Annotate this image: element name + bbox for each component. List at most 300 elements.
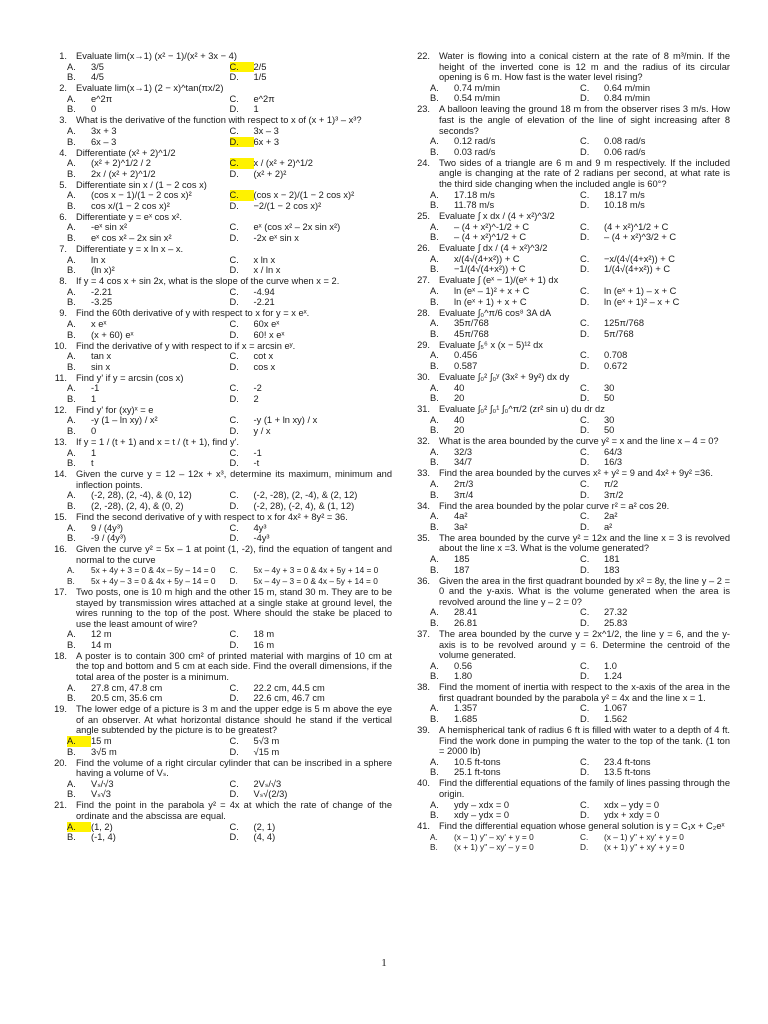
option-text: 0 <box>91 104 97 115</box>
option-text: 3x + 3 <box>91 125 117 136</box>
option-letter: C. <box>229 93 239 104</box>
option-text: (1, 2) <box>91 821 113 832</box>
question-item <box>42 83 392 115</box>
option-text: -3.25 <box>91 297 113 308</box>
answer-option <box>580 93 730 104</box>
answer-option <box>67 822 230 833</box>
answer-options <box>42 736 392 757</box>
option-text: (2, 1) <box>253 821 276 832</box>
question-text: Evaluate ∫ (eˣ − 1)/(eˣ + 1) dx <box>439 275 559 286</box>
question-item <box>42 587 392 651</box>
option-text: 2 <box>253 393 259 404</box>
option-letter: D. <box>580 489 590 500</box>
answer-options <box>42 565 392 586</box>
question-number: 38. <box>417 682 430 693</box>
option-letter: D. <box>229 329 239 340</box>
answer-option <box>67 640 230 651</box>
answer-option <box>230 426 393 437</box>
option-text: 30 <box>604 414 615 425</box>
question-text: Given the curve y² = 5x – 1 at point (1, -2), find the equation of tangent and normal to the curve <box>76 544 392 565</box>
option-letter: B. <box>67 693 76 704</box>
option-text: 1 <box>91 393 97 404</box>
answer-option <box>580 522 730 533</box>
option-letter: D. <box>580 264 590 275</box>
question-number: 15. <box>54 512 67 522</box>
answer-option <box>67 490 230 501</box>
answer-option <box>67 137 230 148</box>
option-letter: D. <box>580 146 590 157</box>
option-letter: B. <box>430 93 439 104</box>
answer-options <box>42 779 392 800</box>
option-text: ln (eˣ + 1)² – x + C <box>604 296 680 307</box>
option-text: 2a² <box>604 511 618 522</box>
question-number: 9. <box>59 308 67 319</box>
option-letter: A. <box>67 93 76 104</box>
question-number: 41. <box>417 821 430 832</box>
option-letter: C. <box>230 190 254 201</box>
answer-option <box>580 232 730 243</box>
option-text: 0.56 <box>454 660 473 671</box>
option-letter: B. <box>67 746 76 757</box>
option-text: -4.94 <box>253 286 275 297</box>
option-text: x/(4√(4+x²)) + C <box>454 253 520 264</box>
answer-option <box>430 93 580 104</box>
option-text: xdx – ydy = 0 <box>604 799 660 810</box>
option-letter: D. <box>229 501 239 512</box>
option-text: 13.5 ft-tons <box>604 767 651 778</box>
option-letter: C. <box>229 254 239 265</box>
option-letter: D. <box>580 617 590 628</box>
option-text: 5x – 4y + 3 = 0 & 4x + 5y + 14 = 0 <box>253 565 379 576</box>
option-letter: A. <box>67 415 76 426</box>
question-item <box>42 651 392 704</box>
option-text: 20.5 cm, 35.6 cm <box>91 693 163 704</box>
answer-option <box>580 447 730 458</box>
answer-option <box>67 201 230 212</box>
question-number: 17. <box>54 586 67 597</box>
option-text: √15 m <box>253 746 280 757</box>
option-text: -y (1 + ln xy) / x <box>253 415 318 426</box>
option-letter: C. <box>230 158 254 169</box>
option-text: 30 <box>604 382 615 393</box>
option-text: 2π/3 <box>454 479 474 490</box>
answer-option <box>430 447 580 458</box>
option-text: 0.06 rad/s <box>604 146 646 157</box>
answer-option <box>230 72 393 83</box>
answer-options <box>405 222 730 243</box>
answer-option <box>230 394 393 405</box>
question-text: A balloon leaving the ground 18 m from the observer rises 3 m/s. How fast is the angle of elevation of the line of sight increasing after 8 seconds? <box>439 104 730 136</box>
question-number: 36. <box>417 575 430 586</box>
question-text: Find the area bounded by the polar curve r² = a² cos 2θ. <box>439 500 670 511</box>
option-letter: B. <box>67 104 76 115</box>
option-letter: C. <box>580 221 590 232</box>
option-text: -1 <box>91 383 100 394</box>
answer-option <box>430 714 580 725</box>
option-letter: A. <box>430 553 439 564</box>
question-item <box>42 51 392 83</box>
answer-option <box>430 286 580 297</box>
option-letter: B. <box>67 458 76 469</box>
question-text: Find y' if y = arcsin (cos x) <box>76 372 184 383</box>
answer-option <box>430 329 580 340</box>
option-text: 22.6 cm, 46.7 cm <box>253 693 325 704</box>
question-line <box>405 404 730 415</box>
question-line <box>405 629 730 661</box>
answer-option <box>430 618 580 629</box>
answer-option <box>430 767 580 778</box>
answer-option <box>67 319 230 330</box>
option-text: 0.03 rad/s <box>454 146 496 157</box>
question-number: 26. <box>417 243 430 254</box>
answer-option <box>430 832 580 843</box>
option-text: -2.21 <box>253 297 275 308</box>
question-line <box>42 276 392 287</box>
question-number: 14. <box>54 469 67 480</box>
option-letter: C. <box>229 565 238 576</box>
question-line <box>42 544 392 565</box>
question-line <box>405 372 730 383</box>
question-line <box>42 704 392 736</box>
answer-options <box>405 511 730 532</box>
option-letter: A. <box>67 254 76 265</box>
answer-option <box>580 511 730 522</box>
option-text: 2x / (x² + 2)^1/2 <box>91 168 156 179</box>
answer-option <box>430 661 580 672</box>
option-letter: C. <box>229 318 239 329</box>
option-text: 181 <box>604 553 620 564</box>
option-text: 4a² <box>454 511 468 522</box>
option-letter: B. <box>430 671 439 682</box>
answer-option <box>67 789 230 800</box>
answer-option <box>230 255 393 266</box>
question-number: 5. <box>59 179 67 190</box>
answer-option <box>430 457 580 468</box>
answer-option <box>67 190 230 201</box>
question-text: Find the 60th derivative of y with respect to x for y = x eˣ. <box>76 308 310 319</box>
answer-option <box>230 222 393 233</box>
question-number: 25. <box>417 211 430 222</box>
option-letter: D. <box>230 137 254 148</box>
option-letter: C. <box>229 222 239 233</box>
option-letter: C. <box>229 778 239 789</box>
question-text: What is the area bounded by the curve y² = x and the line x – 4 = 0? <box>439 436 719 447</box>
question-number: 29. <box>417 339 430 350</box>
option-text: 187 <box>454 564 470 575</box>
question-item <box>405 104 730 157</box>
answer-option <box>580 190 730 201</box>
option-text: 60! x eˣ <box>253 329 285 340</box>
question-item <box>405 501 730 533</box>
question-line <box>405 821 730 832</box>
option-text: -2x eˣ sin x <box>253 233 299 244</box>
question-number: 28. <box>417 307 430 318</box>
answer-option <box>67 297 230 308</box>
option-text: 28.41 <box>454 607 478 618</box>
answer-option <box>230 190 393 201</box>
option-text: 10.18 m/s <box>604 200 645 211</box>
option-letter: C. <box>229 736 239 747</box>
option-text: 0.456 <box>454 350 478 361</box>
option-text: 1.067 <box>604 703 628 714</box>
option-letter: B. <box>430 296 439 307</box>
option-letter: A. <box>430 382 439 393</box>
answer-options <box>405 318 730 339</box>
answer-option <box>230 319 393 330</box>
option-letter: B. <box>67 639 76 650</box>
question-item <box>42 800 392 842</box>
option-text: Vₛ√(2/3) <box>253 789 288 800</box>
question-number: 6. <box>59 211 67 222</box>
question-line <box>42 512 392 523</box>
option-letter: B. <box>67 297 76 308</box>
answer-option <box>67 523 230 534</box>
option-text: 35π/768 <box>454 318 489 329</box>
option-letter: C. <box>580 553 590 564</box>
option-letter: B. <box>430 767 439 778</box>
option-letter: D. <box>580 714 590 725</box>
answer-options <box>42 822 392 843</box>
option-letter: C. <box>229 629 239 640</box>
option-text: -eˣ sin x² <box>91 222 128 233</box>
answer-options <box>42 94 392 115</box>
answer-option <box>230 747 393 758</box>
option-text: 26.81 <box>454 617 478 628</box>
option-text: (-2, -28), (2, -4), & (2, 12) <box>253 490 358 501</box>
question-item <box>405 308 730 340</box>
question-line <box>42 800 392 821</box>
option-letter: D. <box>229 200 239 211</box>
option-letter: D. <box>580 393 590 404</box>
option-text: (4, 4) <box>253 832 276 843</box>
option-text: 0.672 <box>604 360 628 371</box>
answer-options <box>405 254 730 275</box>
answer-option <box>430 200 580 211</box>
answer-option <box>430 222 580 233</box>
option-letter: C. <box>580 799 590 810</box>
answer-option <box>580 490 730 501</box>
question-number: 19. <box>54 704 67 715</box>
option-text: 3π/2 <box>604 489 624 500</box>
option-text: 50 <box>604 393 615 404</box>
question-item <box>405 725 730 778</box>
answer-option <box>580 329 730 340</box>
option-text: (-2, 28), (2, -4), & (0, 12) <box>91 490 192 501</box>
answer-option <box>580 136 730 147</box>
option-text: (x – 1) y" + xy' + y = 0 <box>604 831 684 842</box>
question-text: Given the area in the first quadrant bounded by x² = 8y, the line y – 2 = 0 and the y-axis. What is the volume generated when the area is revolved around the line y – 2 = 0? <box>439 575 730 607</box>
option-letter: C. <box>580 382 590 393</box>
question-item <box>405 158 730 211</box>
option-text: -2.21 <box>91 286 113 297</box>
option-text: 50 <box>604 425 615 436</box>
question-text: Find the area bounded by the curves x² + y² = 9 and 4x² + 9y² =36. <box>439 468 713 479</box>
option-letter: A. <box>67 318 76 329</box>
option-letter: B. <box>430 232 439 243</box>
answer-option <box>430 511 580 522</box>
question-text: Evaluate lim(x→1) (x² − 1)/(x² + 3x − 4) <box>76 51 237 61</box>
option-letter: D. <box>229 832 239 843</box>
answer-options <box>42 158 392 179</box>
option-text: eˣ cos x² – 2x sin x² <box>91 233 172 244</box>
option-letter: A. <box>67 190 76 201</box>
option-text: -9 / (4y³) <box>91 533 127 544</box>
answer-options <box>405 83 730 104</box>
option-text: 16/3 <box>604 457 623 468</box>
answer-option <box>430 757 580 768</box>
option-letter: D. <box>229 789 239 800</box>
answer-options <box>42 448 392 469</box>
option-letter: D. <box>580 457 590 468</box>
option-letter: B. <box>67 168 76 179</box>
question-line <box>42 373 392 384</box>
option-letter: B. <box>67 329 76 340</box>
answer-option <box>430 136 580 147</box>
answer-option <box>430 232 580 243</box>
answer-option <box>580 457 730 468</box>
answer-options <box>405 350 730 371</box>
question-text: Two sides of a triangle are 6 m and 9 m respectively. If the included angle is changing at the rate of 2 radians per second, at what rate is the third side changing when the included angle is 60°? <box>439 157 730 189</box>
option-letter: D. <box>580 810 590 821</box>
option-letter: B. <box>430 617 439 628</box>
option-letter: A. <box>67 522 76 533</box>
option-letter: A. <box>430 479 439 490</box>
option-letter: D. <box>229 533 239 544</box>
question-item <box>42 115 392 147</box>
question-number: 37. <box>417 628 430 639</box>
question-number: 23. <box>417 104 430 115</box>
page-number: 1 <box>381 957 387 969</box>
question-text: Evaluate ∫₀² ∫₀¹ ∫₀^π/2 (zr² sin u) du dr dz <box>439 404 605 415</box>
option-text: (ln x)² <box>91 265 115 276</box>
option-letter: A. <box>67 125 76 136</box>
question-text: Evaluate lim(x→1) (2 − x)^tan(πx/2) <box>76 83 224 94</box>
option-letter: C. <box>230 62 254 73</box>
answer-option <box>230 533 393 544</box>
answer-options <box>405 832 730 853</box>
option-letter: B. <box>430 393 439 404</box>
question-item <box>42 180 392 212</box>
answer-option <box>430 554 580 565</box>
answer-option <box>430 800 580 811</box>
question-line <box>42 437 392 448</box>
question-line <box>42 341 392 352</box>
question-line <box>405 51 730 83</box>
option-letter: C. <box>229 286 239 297</box>
question-number: 21. <box>54 800 67 811</box>
answer-option <box>67 383 230 394</box>
question-item <box>405 211 730 243</box>
question-item <box>405 340 730 372</box>
answer-options <box>42 629 392 650</box>
question-text: Differentiate y = x ln x – x. <box>76 244 184 255</box>
answer-options <box>405 383 730 404</box>
answer-option <box>67 426 230 437</box>
option-letter: B. <box>67 361 76 372</box>
answer-option <box>230 565 393 576</box>
option-letter: D. <box>229 746 239 757</box>
answer-option <box>230 415 393 426</box>
question-text: Differentiate y = eˣ cos x². <box>76 211 182 222</box>
answer-options <box>42 490 392 511</box>
question-number: 33. <box>417 468 430 479</box>
answer-options <box>42 255 392 276</box>
answer-option <box>230 362 393 373</box>
option-letter: B. <box>430 842 438 853</box>
question-item <box>42 212 392 244</box>
option-text: ln (eˣ + 1) + x + C <box>454 296 527 307</box>
answer-option <box>430 522 580 533</box>
option-text: 0.74 m/min <box>454 82 500 93</box>
option-text: 5x – 4y – 3 = 0 & 4x – 5y + 14 = 0 <box>253 575 378 586</box>
option-text: (-2, 28), (-2, 4), & (1, 12) <box>253 501 355 512</box>
option-text: 0 <box>91 426 97 437</box>
option-letter: B. <box>430 521 439 532</box>
option-text: 60x eˣ <box>253 318 280 329</box>
question-item <box>405 682 730 724</box>
answer-option <box>230 448 393 459</box>
answer-option <box>230 458 393 469</box>
question-line <box>405 275 730 286</box>
option-letter: A. <box>67 351 76 362</box>
option-text: (x – 1) y" – xy' + y = 0 <box>454 831 534 842</box>
question-item <box>405 778 730 820</box>
question-line <box>42 405 392 416</box>
answer-options <box>405 800 730 821</box>
answer-option <box>67 255 230 266</box>
option-letter: A. <box>430 350 439 361</box>
answer-option <box>67 265 230 276</box>
answer-option <box>430 490 580 501</box>
option-letter: D. <box>229 72 239 83</box>
question-item <box>405 576 730 629</box>
answer-option <box>430 393 580 404</box>
option-text: −2/(1 − 2 cos x)² <box>253 200 322 211</box>
question-line <box>42 308 392 319</box>
question-text: Evaluate ∫₀^π/6 cos⁸ 3A dA <box>439 307 552 318</box>
answer-option <box>230 779 393 790</box>
answer-option <box>67 104 230 115</box>
option-letter: A. <box>430 189 439 200</box>
answer-option <box>67 533 230 544</box>
option-text: xdy – ydx = 0 <box>454 810 510 821</box>
answer-option <box>580 147 730 158</box>
question-number: 39. <box>417 725 430 736</box>
option-text: −1/(4√(4+x²)) + C <box>454 264 526 275</box>
answer-option <box>230 265 393 276</box>
option-text: 6x + 3 <box>253 136 280 147</box>
answer-option <box>230 62 393 73</box>
option-text: 16 m <box>253 639 275 650</box>
question-item <box>405 436 730 468</box>
answer-option <box>580 350 730 361</box>
option-letter: D. <box>229 458 239 469</box>
option-text: 1.357 <box>454 703 478 714</box>
answer-options <box>405 703 730 724</box>
answer-option <box>230 640 393 651</box>
option-letter: B. <box>430 714 439 725</box>
option-letter: C. <box>229 490 239 501</box>
answer-option <box>580 222 730 233</box>
answer-options <box>405 661 730 682</box>
option-text: 17.18 m/s <box>454 189 495 200</box>
answer-option <box>430 254 580 265</box>
question-text: Find the differential equation whose general solution is y = C₁x + C₂eˣ <box>439 821 725 832</box>
question-number: 7. <box>59 244 67 255</box>
answer-option <box>580 671 730 682</box>
question-text: Find the point in the parabola y² = 4x at which the rate of change of the ordinate and the abscissa are equal. <box>76 800 392 821</box>
question-text: A poster is to contain 300 cm² of printed material with margins of 10 cm at the top and bottom and 5 cm at each side. Find the overall dimensions, if the total area of the poster is a minimum. <box>76 650 392 683</box>
